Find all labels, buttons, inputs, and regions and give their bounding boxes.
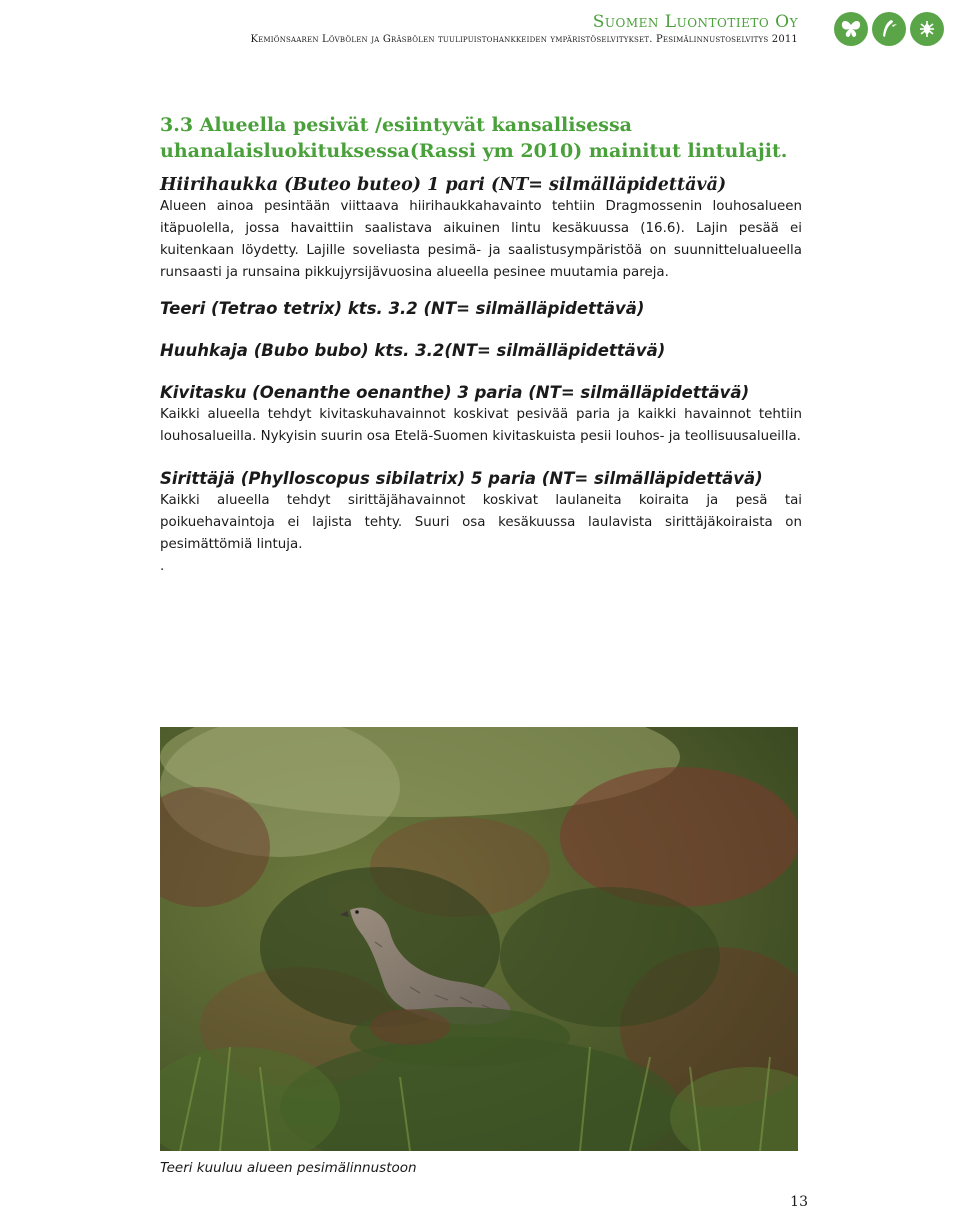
report-subtitle: Kemiönsaaren Lövbölen ja Gräsbölen tuulipuistohankkeiden ympäristöselvitykset. Pesimälinnustoselvitys 2011 bbox=[250, 34, 798, 45]
grouse-photo bbox=[160, 727, 798, 1151]
species-heading-kivitasku: Kivitasku (Oenanthe oenanthe) 3 paria (NT= silmälläpidettävä) bbox=[160, 383, 750, 402]
figure-caption: Teeri kuuluu alueen pesimälinnustoon bbox=[160, 1160, 417, 1176]
page-header bbox=[0, 10, 960, 50]
trailing-dot: . bbox=[160, 559, 165, 574]
header-icons bbox=[834, 12, 944, 46]
species-text-sirittaja: Kaikki alueella tehdyt sirittäjähavainnot koskivat laulaneita koiraita ja pesä tai poikuehavaintoja ei lajista tehty. Suuri osa kesäkuussa laulavista sirittäjäkoiraista on pesimättömiä lintuja. bbox=[160, 493, 802, 552]
species-text-hiirihaukka: Alueen ainoa pesintään viittaava hiirihaukkahavainto tehtiin Dragmossenin louhosalueen itäpuolella, jossa havaittiin saalistava aikuinen lintu kesäkuussa (16.6). Lajin pesää ei kuitenkaan löydetty. Lajille soveliasta pesimä- ja saalistusympäristöä on suunnittelualueella runsaasti ja runsaina pikkujyrsijävuosina alueella pesinee muutamia pareja. bbox=[160, 199, 802, 280]
species-heading-hiirihaukka: Hiirihaukka (Buteo buteo) 1 pari (NT= silmälläpidettävä) bbox=[160, 175, 727, 195]
butterfly-icon bbox=[834, 12, 868, 46]
species-text-kivitasku: Kaikki alueella tehdyt kivitaskuhavainnot koskivat pesivää paria ja kaikki havainnot tehtiin louhosalueilla. Nykyisin suurin osa Etelä-Suomen kivitaskuista pesii louhos- ja teollisuusalueilla. bbox=[160, 407, 802, 444]
species-heading-teeri: Teeri (Tetrao tetrix) kts. 3.2 (NT= silmälläpidettävä) bbox=[160, 299, 645, 318]
page-number: 13 bbox=[790, 1194, 808, 1210]
section-title: 3.3 Alueella pesivät /esiintyvät kansallisessa uhanalaisluokituksessa(Rassi ym 2010) mainitut lintulajit. bbox=[160, 114, 788, 162]
species-heading-huuhkaja: Huuhkaja (Bubo bubo) kts. 3.2(NT= silmälläpidettävä) bbox=[160, 341, 666, 360]
insect-icon bbox=[910, 12, 944, 46]
page-content bbox=[160, 112, 802, 578]
bird-icon bbox=[872, 12, 906, 46]
species-heading-sirittaja: Sirittäjä (Phylloscopus sibilatrix) 5 paria (NT= silmälläpidettävä) bbox=[160, 469, 763, 488]
organization-name: Suomen Luontotieto Oy bbox=[592, 12, 798, 32]
